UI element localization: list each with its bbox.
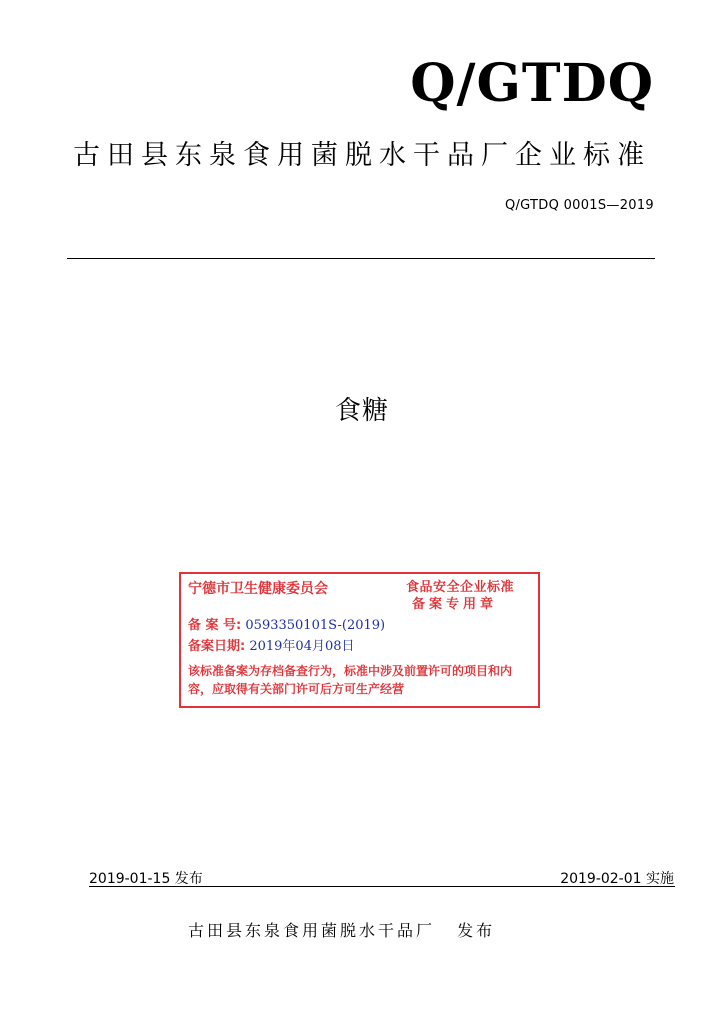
stamp-note: 该标准备案为存档备查行为，标准中涉及前置许可的项目和内容，应取得有关部门许可后方可生产经营 bbox=[188, 664, 513, 696]
enterprise-standard-title: 古田县东泉食用菌脱水干品厂企业标准 bbox=[73, 140, 651, 171]
stamp-record-number-row bbox=[188, 614, 385, 633]
issuer-name: 古田县东泉食用菌脱水干品厂 bbox=[188, 921, 436, 940]
stamp-seal-text-line1: 食品安全企业标准 bbox=[406, 580, 515, 595]
record-date-label: 备案日期: bbox=[188, 639, 246, 654]
header-divider bbox=[67, 258, 655, 259]
filing-stamp bbox=[179, 572, 540, 708]
footer-divider bbox=[89, 886, 675, 887]
publisher-line bbox=[188, 918, 495, 941]
stamp-seal-text-line2: 备案专用章 bbox=[412, 597, 498, 612]
record-number-value: 0593350101S-(2019) bbox=[245, 618, 386, 633]
issue-action: 发布 bbox=[457, 921, 496, 940]
record-date-value: 2019年04月08日 bbox=[249, 639, 355, 654]
stamp-record-date-row bbox=[188, 635, 355, 654]
implementation-date: 2019-02-01 实施 bbox=[560, 871, 674, 887]
stamp-organization: 宁德市卫生健康委员会 bbox=[188, 581, 328, 597]
document-title: 食糖 bbox=[334, 396, 389, 426]
standard-code-large: Q/GTDQ bbox=[410, 53, 654, 114]
standard-number: Q/GTDQ 0001S—2019 bbox=[504, 198, 654, 213]
record-number-label: 备 案 号: bbox=[188, 618, 242, 633]
release-date: 2019-01-15 发布 bbox=[89, 871, 203, 887]
